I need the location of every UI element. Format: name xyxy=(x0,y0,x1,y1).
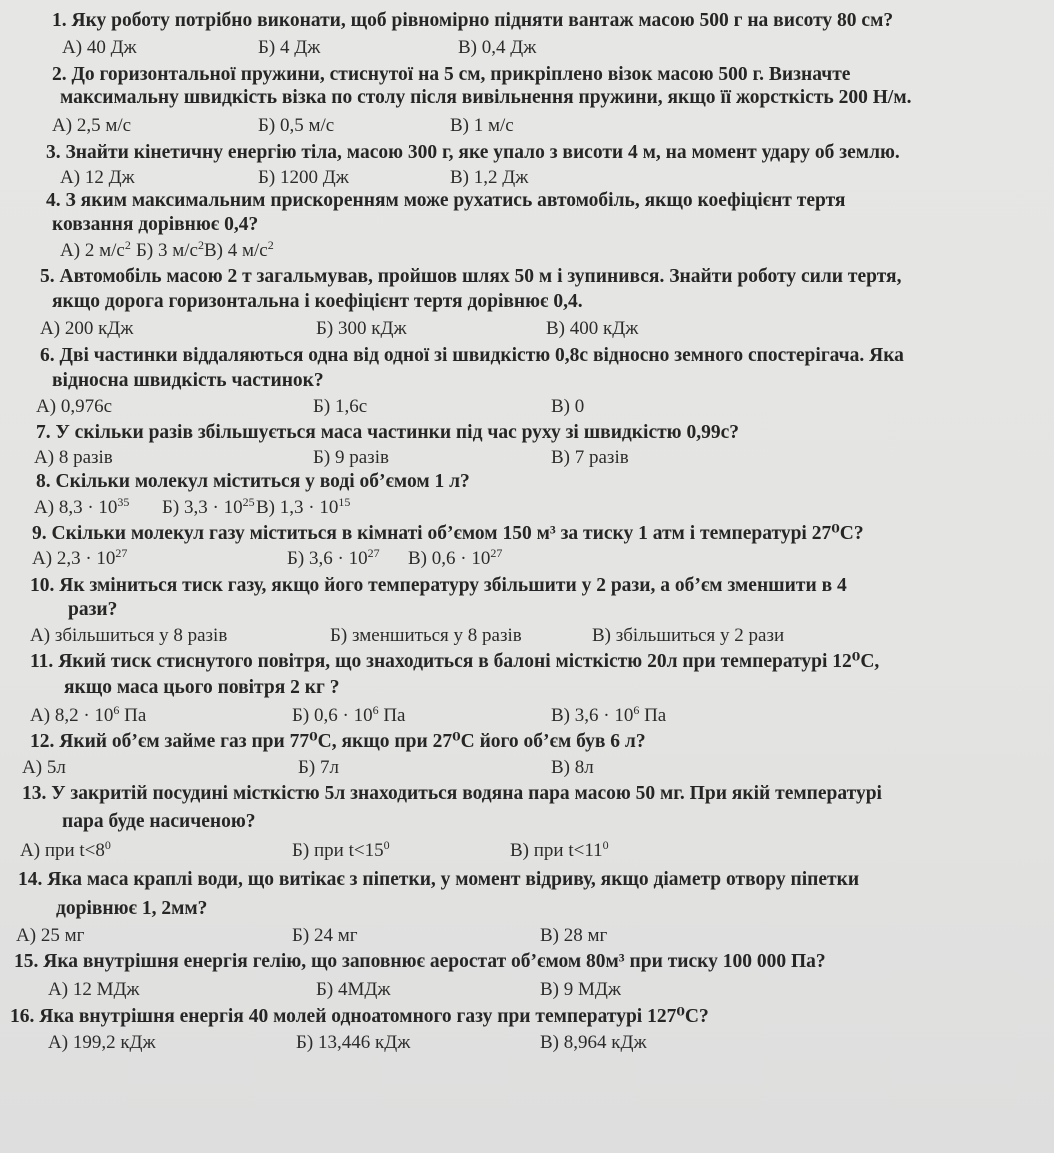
option-exponent: 2 xyxy=(124,238,131,252)
option-letter: А) xyxy=(32,548,53,569)
option-exponent: 27 xyxy=(367,546,380,560)
question-11-line-2 xyxy=(64,677,339,699)
question-text: Який тиск стиснутого повітря, що знаходиться в балоні місткістю 20л при температурі 12⁰С, xyxy=(58,651,880,672)
question-5-option-2 xyxy=(316,318,407,340)
option-exponent: 0 xyxy=(104,838,111,852)
question-14-option-3 xyxy=(540,925,607,947)
question-text: До горизонтальної пружини, стиснутої на 5 см, прикріплено візок масою 500 г. Визначте xyxy=(71,64,851,85)
option-text: 13,446 кДж xyxy=(318,1032,411,1053)
question-15-option-2 xyxy=(316,979,390,1001)
option-exponent: 6 xyxy=(372,703,379,717)
question-2-option-3 xyxy=(450,115,514,137)
option-letter: В) xyxy=(540,1032,559,1053)
question-9-line-1 xyxy=(32,523,864,545)
option-letter: Б) xyxy=(292,840,310,861)
option-text: 0,4 Дж xyxy=(481,37,537,58)
option-letter: В) xyxy=(450,167,469,188)
question-8-line-1 xyxy=(36,471,470,493)
option-exponent: 27 xyxy=(115,546,128,560)
option-text: 9 разів xyxy=(335,447,389,468)
option-text: 5л xyxy=(46,757,66,778)
option-text: 8л xyxy=(574,757,594,778)
option-letter: А) xyxy=(20,840,41,861)
question-16-option-2 xyxy=(296,1032,410,1054)
question-12-option-3 xyxy=(551,757,594,779)
option-text: 1,2 Дж xyxy=(473,167,529,188)
question-6-line-1 xyxy=(40,345,904,367)
option-exponent: 2 xyxy=(198,238,204,252)
option-letter: А) xyxy=(30,625,51,646)
question-1-line-1 xyxy=(52,10,893,32)
question-15-option-1 xyxy=(48,979,140,1001)
question-number: 5. xyxy=(40,266,55,287)
question-13-option-2 xyxy=(292,840,390,862)
question-12-option-2 xyxy=(298,757,339,779)
option-text: 2 м/с xyxy=(84,240,125,261)
question-number: 1. xyxy=(52,10,67,31)
question-13-option-1 xyxy=(20,840,111,862)
option-text: 28 мг xyxy=(563,925,608,946)
option-letter: Б) xyxy=(258,37,276,58)
option-exponent: 2 xyxy=(267,238,274,252)
option-text: 8 разів xyxy=(58,447,113,468)
option-text: 2,3 · 10 xyxy=(56,548,116,569)
question-number: 7. xyxy=(36,422,51,443)
option-text: 12 МДж xyxy=(72,979,140,1000)
question-13-line-1 xyxy=(22,783,882,805)
option-letter: А) xyxy=(48,979,69,1000)
question-text: Який об’єм займе газ при 77⁰С, якщо при 27⁰С його об’єм був 6 л? xyxy=(59,731,646,752)
option-unit: Па xyxy=(119,705,147,726)
question-14-option-2 xyxy=(292,925,358,947)
question-number: 8. xyxy=(36,471,51,492)
question-2-line-2 xyxy=(60,87,911,109)
question-4-line-2 xyxy=(52,214,258,236)
option-text: 200 кДж xyxy=(64,318,134,339)
question-10-line-1 xyxy=(30,575,847,597)
option-letter: Б) xyxy=(316,979,334,1000)
option-exponent: 6 xyxy=(113,703,120,717)
option-text: 40 Дж xyxy=(86,37,137,58)
option-letter: А) xyxy=(52,115,73,136)
question-10-option-3 xyxy=(592,625,784,647)
option-letter: В) xyxy=(551,757,570,778)
question-16-line-1 xyxy=(10,1006,709,1028)
option-letter: В) xyxy=(551,705,570,726)
option-letter: А) xyxy=(16,925,37,946)
question-text: відносна швидкість частинок? xyxy=(52,370,324,391)
question-14-line-1 xyxy=(18,869,859,891)
question-text: Скільки молекул міститься у воді об’ємом 1 л? xyxy=(55,471,470,492)
question-9-option-2 xyxy=(287,548,380,570)
question-text: Як зміниться тиск газу, якщо його температуру збільшити у 2 рази, а об’єм зменшити в 4 xyxy=(59,575,847,596)
question-number: 6. xyxy=(40,345,55,366)
question-13-option-3 xyxy=(510,840,609,862)
option-letter: А) xyxy=(60,167,81,188)
question-6-option-2 xyxy=(313,396,367,418)
question-text: дорівнює 1, 2мм? xyxy=(56,898,208,919)
option-text: 3,6 · 10 xyxy=(574,705,634,726)
question-6-option-3 xyxy=(551,396,584,418)
option-letter: В) xyxy=(546,318,565,339)
option-text: 4МДж xyxy=(338,979,391,1000)
option-text: збільшиться у 8 разів xyxy=(54,625,228,646)
option-letter: Б) xyxy=(316,318,334,339)
question-8-option-1 xyxy=(34,497,129,519)
question-13-line-2 xyxy=(62,811,256,833)
question-number: 14. xyxy=(18,869,43,890)
question-5-line-2 xyxy=(52,291,583,313)
option-letter: В) xyxy=(540,925,559,946)
option-letter: А) xyxy=(62,37,83,58)
option-text: при t<11 xyxy=(533,840,603,861)
question-5-option-1 xyxy=(40,318,133,340)
question-11-option-3 xyxy=(551,705,666,727)
question-number: 13. xyxy=(22,783,47,804)
option-letter: В) xyxy=(458,37,477,58)
option-text: при t<15 xyxy=(314,840,384,861)
question-5-option-3 xyxy=(546,318,638,340)
option-letter: В) xyxy=(540,979,559,1000)
option-letter: Б) xyxy=(258,115,276,136)
option-text: 1200 Дж xyxy=(280,167,349,188)
question-16-option-1 xyxy=(48,1032,156,1054)
option-letter: А) xyxy=(48,1032,69,1053)
question-1-option-2 xyxy=(258,37,320,59)
question-4-line-1 xyxy=(46,190,845,212)
option-exponent: 0 xyxy=(602,838,609,852)
option-text: 24 мг xyxy=(314,925,358,946)
option-exponent: 0 xyxy=(383,838,390,852)
option-unit: Па xyxy=(378,705,406,726)
option-letter: В) xyxy=(592,625,611,646)
option-text: 12 Дж xyxy=(84,167,135,188)
question-6-line-2 xyxy=(52,370,324,392)
option-text: 0,6 · 10 xyxy=(314,705,373,726)
option-text: 300 кДж xyxy=(338,318,407,339)
option-letter: А) xyxy=(60,240,81,261)
option-letter: Б) xyxy=(292,925,310,946)
question-number: 9. xyxy=(32,523,47,544)
question-number: 11. xyxy=(30,651,54,672)
question-12-line-1 xyxy=(30,731,646,753)
option-letter: Б) xyxy=(136,240,154,261)
question-text: Яка внутрішня енергія гелію, що заповнює аеростат об’ємом 80м³ при тиску 100 000 Па? xyxy=(43,951,826,972)
question-4-option-2 xyxy=(136,240,204,262)
question-number: 3. xyxy=(46,142,61,163)
option-text: 7 разів xyxy=(574,447,629,468)
question-7-option-1 xyxy=(34,447,113,469)
question-11-option-2 xyxy=(292,705,405,727)
option-letter: Б) xyxy=(298,757,316,778)
option-text: при t<8 xyxy=(44,840,105,861)
question-14-option-1 xyxy=(16,925,84,947)
option-letter: Б) xyxy=(313,396,331,417)
question-5-line-1 xyxy=(40,266,901,288)
question-text: У скільки разів збільшується маса частинки під час руху зі швидкістю 0,99с? xyxy=(55,422,739,443)
question-text: максимальну швидкість візка по столу після вивільнення пружини, якщо її жорсткість 200 Н/м. xyxy=(60,87,912,108)
question-1-option-3 xyxy=(458,37,536,59)
question-2-option-1 xyxy=(52,115,131,137)
question-number: 2. xyxy=(52,64,67,85)
option-unit: Па xyxy=(639,705,667,726)
question-7-option-2 xyxy=(313,447,389,469)
question-8-option-3 xyxy=(256,497,350,519)
question-8-option-2 xyxy=(162,497,255,519)
question-10-option-1 xyxy=(30,625,227,647)
option-text: 8,3 · 10 xyxy=(58,497,118,518)
option-letter: В) xyxy=(510,840,529,861)
question-number: 16. xyxy=(10,1006,35,1027)
option-exponent: 27 xyxy=(490,546,503,560)
option-text: 0 xyxy=(574,396,585,417)
option-text: 2,5 м/с xyxy=(76,115,132,136)
option-text: 199,2 кДж xyxy=(72,1032,156,1053)
question-text: Автомобіль масою 2 т загальмував, пройшов шлях 50 м і зупинився. Знайти роботу сили тертя, xyxy=(59,266,902,287)
question-text: Знайти кінетичну енергію тіла, масою 300 г, яке упало з висоти 4 м, на момент удару об землю. xyxy=(65,142,900,163)
question-7-option-3 xyxy=(551,447,629,469)
question-1-option-1 xyxy=(62,37,137,59)
option-letter: В) xyxy=(204,240,223,261)
option-letter: А) xyxy=(34,497,55,518)
option-text: 0,5 м/с xyxy=(280,115,335,136)
option-text: 0,6 · 10 xyxy=(431,548,491,569)
option-letter: Б) xyxy=(313,447,331,468)
question-text: Яка внутрішня енергія 40 молей одноатомного газу при температурі 127⁰С? xyxy=(39,1006,709,1027)
option-letter: Б) xyxy=(258,167,276,188)
option-text: 0,976с xyxy=(60,396,112,417)
option-letter: Б) xyxy=(296,1032,314,1053)
option-text: 1 м/с xyxy=(473,115,514,136)
option-text: 25 мг xyxy=(40,925,85,946)
option-exponent: 6 xyxy=(633,703,640,717)
option-exponent: 15 xyxy=(338,495,351,509)
question-4-option-3 xyxy=(204,240,274,262)
question-3-line-1 xyxy=(46,142,900,164)
question-text: Яку роботу потрібно виконати, щоб рівномірно підняти вантаж масою 500 г на висоту 80 см? xyxy=(71,10,894,31)
option-letter: В) xyxy=(450,115,469,136)
option-text: 3 м/с xyxy=(158,240,198,261)
question-text: пара буде насиченою? xyxy=(62,811,256,832)
question-7-line-1 xyxy=(36,422,739,444)
question-3-option-3 xyxy=(450,167,528,189)
option-letter: В) xyxy=(408,548,427,569)
question-text: Дві частинки віддаляються одна від одної зі швидкістю 0,8с відносно земного спостерігача. Яка xyxy=(59,345,904,366)
question-number: 12. xyxy=(30,731,55,752)
question-text: рази? xyxy=(68,599,118,620)
option-letter: В) xyxy=(256,497,275,518)
option-letter: А) xyxy=(34,447,55,468)
question-6-option-1 xyxy=(36,396,112,418)
question-text: якщо дорога горизонтальна і коефіцієнт тертя дорівнює 0,4. xyxy=(52,291,583,312)
question-text: якщо маса цього повітря 2 кг ? xyxy=(64,677,340,698)
question-number: 15. xyxy=(14,951,39,972)
question-text: Яка маса краплі води, що витікає з піпетки, у момент відриву, якщо діаметр отвору піпетки xyxy=(47,869,860,890)
option-letter: Б) xyxy=(162,497,180,518)
question-15-line-1 xyxy=(14,951,826,973)
option-exponent: 35 xyxy=(117,495,130,509)
question-14-line-2 xyxy=(56,898,207,920)
question-2-option-2 xyxy=(258,115,334,137)
question-text: ковзання дорівнює 0,4? xyxy=(52,214,259,235)
option-letter: В) xyxy=(551,396,570,417)
option-text: 4 Дж xyxy=(280,37,321,58)
question-11-option-1 xyxy=(30,705,146,727)
option-text: 1,6с xyxy=(335,396,368,417)
option-text: 4 м/с xyxy=(227,240,268,261)
option-letter: Б) xyxy=(292,705,310,726)
option-letter: А) xyxy=(22,757,43,778)
option-letter: Б) xyxy=(287,548,305,569)
option-text: зменшиться у 8 разів xyxy=(352,625,522,646)
question-12-option-1 xyxy=(22,757,66,779)
question-text: У закритій посудині місткістю 5л знаходиться водяна пара масою 50 мг. При якій температурі xyxy=(51,783,882,804)
question-10-line-2 xyxy=(68,599,117,621)
question-9-option-3 xyxy=(408,548,502,570)
question-2-line-1 xyxy=(52,64,850,86)
option-text: 7л xyxy=(320,757,339,778)
option-exponent: 25 xyxy=(242,495,255,509)
option-text: 9 МДж xyxy=(563,979,621,1000)
question-3-option-1 xyxy=(60,167,135,189)
option-text: 8,2 · 10 xyxy=(54,705,114,726)
option-letter: В) xyxy=(551,447,570,468)
question-11-line-1 xyxy=(30,651,879,673)
question-text: Скільки молекул газу міститься в кімнаті об’ємом 150 м³ за тиску 1 атм і температурі 27⁰С? xyxy=(51,523,864,544)
question-9-option-1 xyxy=(32,548,127,570)
option-letter: А) xyxy=(36,396,57,417)
option-text: 3,3 · 10 xyxy=(184,497,243,518)
question-3-option-2 xyxy=(258,167,349,189)
question-number: 4. xyxy=(46,190,61,211)
question-text: З яким максимальним прискоренням може рухатись автомобіль, якщо коефіцієнт тертя xyxy=(65,190,846,211)
option-letter: А) xyxy=(40,318,61,339)
option-text: 400 кДж xyxy=(569,318,639,339)
question-10-option-2 xyxy=(330,625,522,647)
question-16-option-3 xyxy=(540,1032,647,1054)
question-15-option-3 xyxy=(540,979,621,1001)
option-text: 8,964 кДж xyxy=(563,1032,647,1053)
option-letter: Б) xyxy=(330,625,348,646)
question-4-option-1 xyxy=(60,240,131,262)
question-number: 10. xyxy=(30,575,55,596)
option-text: 3,6 · 10 xyxy=(309,548,368,569)
option-text: збільшиться у 2 рази xyxy=(615,625,785,646)
option-text: 1,3 · 10 xyxy=(279,497,339,518)
option-letter: А) xyxy=(30,705,51,726)
